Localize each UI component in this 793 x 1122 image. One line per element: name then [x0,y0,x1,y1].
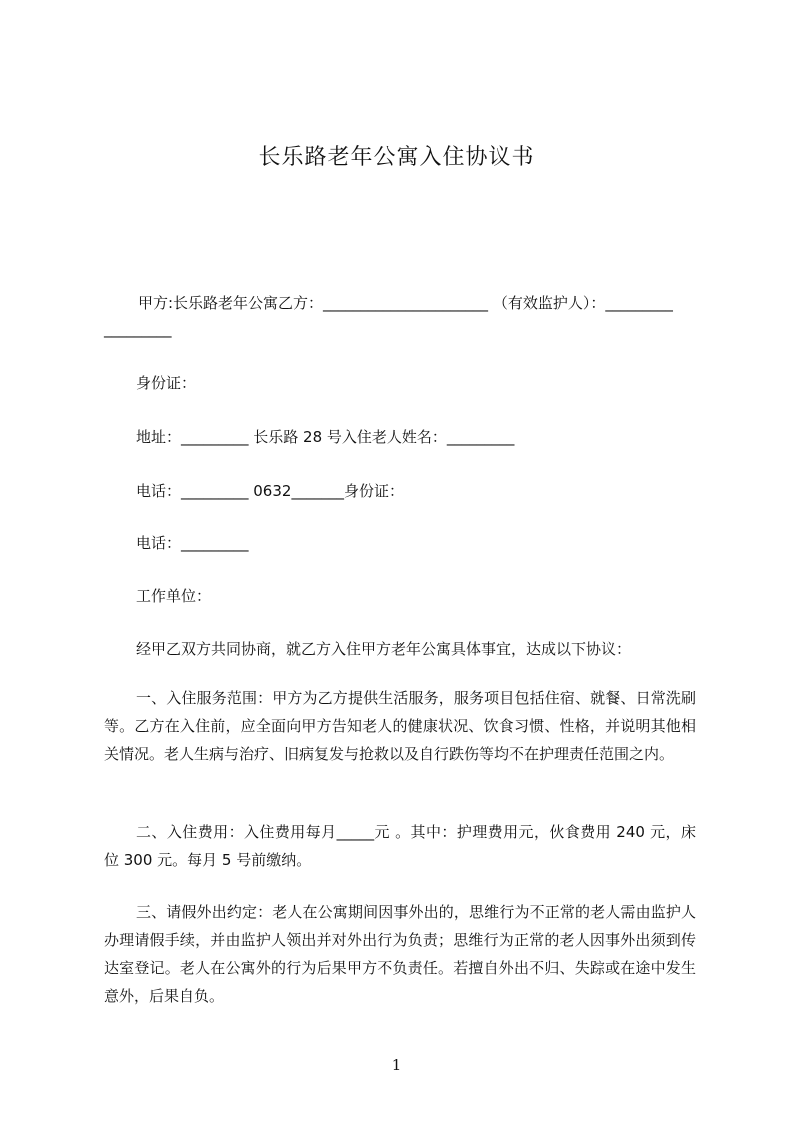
workplace-field: 工作单位： [136,587,212,605]
party-line: 甲方:长乐路老年公寓乙方：______________________ （有效监护人）：_________ [138,294,673,312]
party-line-continued: _________ [104,320,172,338]
clause-service-scope: 一、入住服务范围：甲方为乙方提供生活服务，服务项目包括住宿、就餐、日常洗刷等。乙方在入住前，应全面向甲方告知老人的健康状况、饮食习惯、性格，并说明其他相关情况。老人生病与治疗、旧病复发与抢救以及自行跌伤等均不在护理责任范围之内。 [104,689,696,763]
document-title: 长乐路老年公寓入住协议书 [258,145,535,170]
phone-field-second: 电话：_________ [136,534,249,552]
page-number: 1 [391,1056,402,1074]
address-field: 地址：_________ 长乐路 28 号入住老人姓名：_________ [136,428,515,446]
clause-leave: 三、请假外出约定：老人在公寓期间因事外出的，思维行为不正常的老人需由监护人办理请假手续，并由监护人领出并对外出行为负责；思维行为正常的老人因事外出须到传达室登记。老人在公寓外的行为后果甲方不负责任。若擅自外出不归、失踪或在途中发生意外，后果自负。 [104,903,696,1005]
id-card-field: 身份证： [136,374,197,392]
clause-fees: 二、入住费用：入住费用每月_____元 。其中：护理费用元，伙食费用 240 元，床位 300 元。每月 5 号前缴纳。 [104,823,696,869]
agreement-intro: 经甲乙双方共同协商，就乙方入住甲方老年公寓具体事宜，达成以下协议： [136,640,632,658]
phone-field: 电话：_________ 0632_______身份证： [136,482,404,500]
